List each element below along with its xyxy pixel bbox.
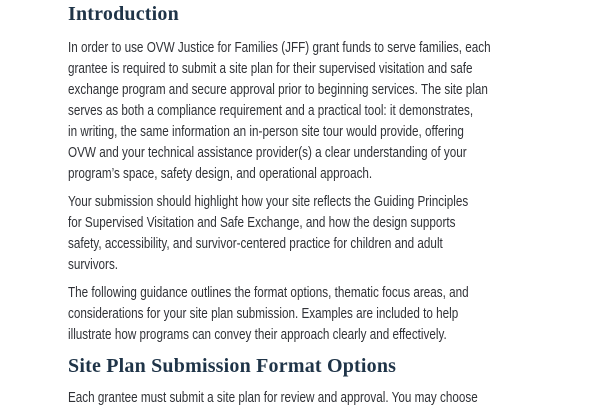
text-line: for Supervised Visitation and Safe Exchange, and how the design supports [68,214,456,231]
text-line: Each grantee must submit a site plan for review and approval. You may choose [68,389,478,406]
text-line: illustrate how programs can convey their approach clearly and effectively. [68,326,447,343]
text-line: survivors. [68,256,119,273]
section-heading-introduction: Introduction [68,3,179,25]
text-line: The following guidance outlines the format options, thematic focus areas, and [68,284,469,301]
section-introduction [68,0,600,345]
text-line: considerations for your site plan submission. Examples are included to help [68,305,459,322]
text-line: safety, accessibility, and survivor-centered practice for children and adult [68,235,443,252]
section-heading-format-options: Site Plan Submission Format Options [68,355,397,377]
paragraph-intro-1 [68,37,491,184]
text-line: in writing, the same information an in-person site tour would provide, offering [68,123,464,140]
paragraph-intro-2 [68,191,483,275]
paragraph-format-options-1 [68,387,483,408]
text-line: serves as both a compliance requirement and a practical tool: it demonstrates, [68,102,474,119]
paragraph-intro-3 [68,282,483,345]
text-line: OVW and your technical assistance provider(s) a clear understanding of your [68,144,467,161]
text-line: exchange program and secure approval prior to beginning services. The site plan [68,81,488,98]
text-line: program’s space, safety design, and operational approach. [68,165,373,182]
text-line: In order to use OVW Justice for Families (JFF) grant funds to serve families, each [68,39,491,56]
text-line: Your submission should highlight how your site reflects the Guiding Principles [68,193,469,210]
text-line: grantee is required to submit a site plan for their supervised visitation and safe [68,60,473,77]
